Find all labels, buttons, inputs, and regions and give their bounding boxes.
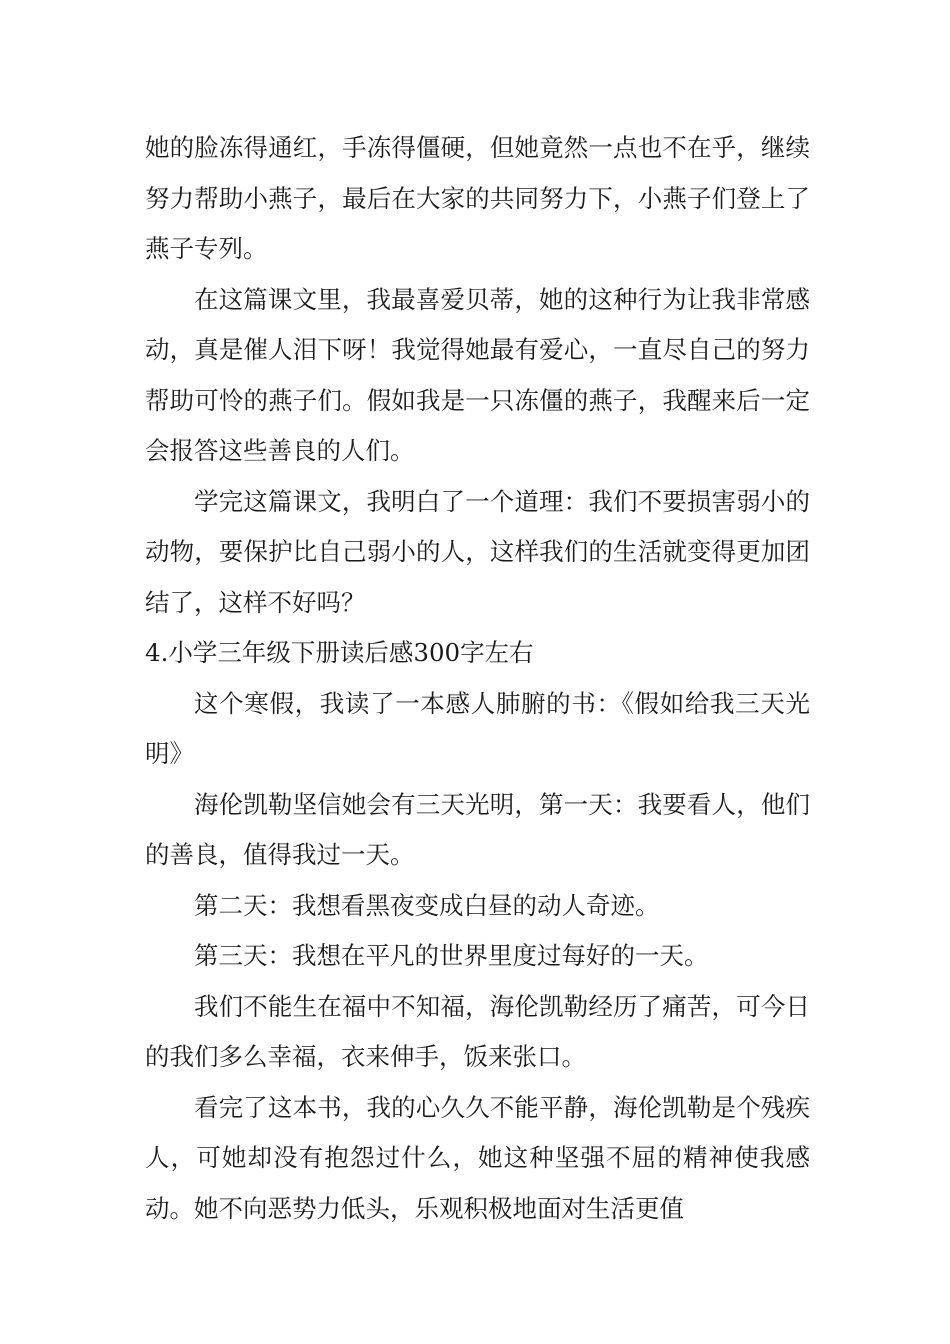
section-heading: 4.小学三年级下册读后感300字左右: [145, 638, 534, 667]
paragraph-second-day: 第二天：我想看黑夜变成白昼的动人奇迹。: [194, 890, 660, 920]
paragraph-book-intro: 这个寒假，我读了一本感人肺腑的书：《假如给我三天光明》: [145, 688, 810, 768]
paragraph-reflection: 我们不能生在福中不知福，海伦凯勒经历了痛苦，可今日的我们多么幸福，衣来伸手，饭来张口。: [145, 991, 810, 1071]
paragraph-lesson-learned: 学完这篇课文，我明白了一个道理：我们不要损害弱小的动物，要保护比自己弱小的人，这样我们的生活就变得更加团结了，这样不好吗？: [145, 486, 810, 617]
paragraph-favorite-character: 在这篇课文里，我最喜爱贝蒂，她的这种行为让我非常感动，真是催人泪下呀！我觉得她最有爱心，一直尽自己的努力帮助可怜的燕子们。假如我是一只冻僵的燕子，我醒来后一定会报答这些善良的人们。: [145, 284, 810, 465]
document-body: [145, 123, 810, 1234]
paragraph-first-day: 海伦凯勒坚信她会有三天光明，第一天：我要看人，他们的善良，值得我过一天。: [145, 789, 810, 869]
paragraph-continuation: 她的脸冻得通红，手冻得僵硬，但她竟然一点也不在乎，继续努力帮助小燕子，最后在大家的共同努力下，小燕子们登上了燕子专列。: [145, 133, 810, 263]
paragraph-third-day: 第三天：我想在平凡的世界里度过每好的一天。: [194, 941, 709, 970]
paragraph-conclusion: 看完了这本书，我的心久久不能平静，海伦凯勒是个残疾人，可她却没有抱怨过什么，她这种坚强不屈的精神使我感动。她不向恶势力低头，乐观积极地面对生活更值: [145, 1092, 810, 1223]
